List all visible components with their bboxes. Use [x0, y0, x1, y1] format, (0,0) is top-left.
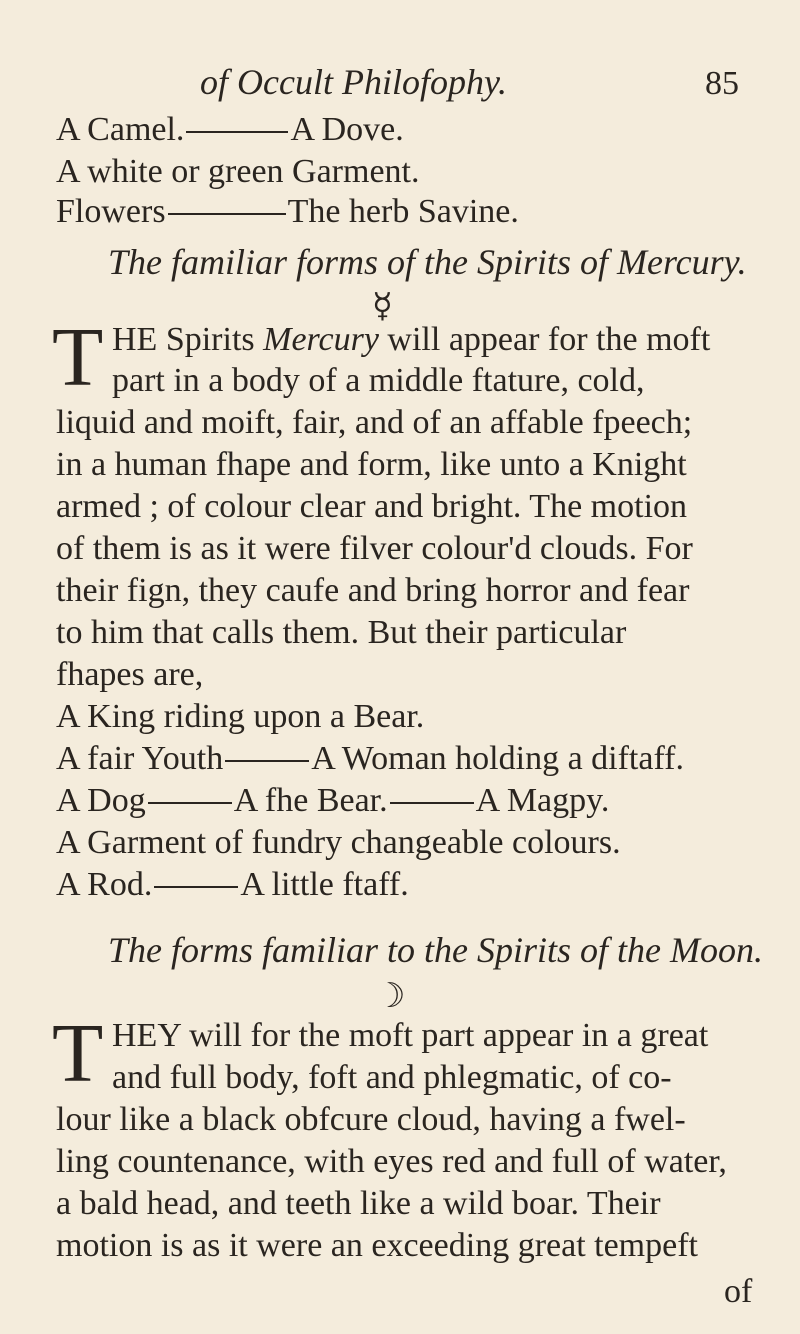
mercury-list-5: [56, 865, 409, 905]
mercury-line-6: of them is as it were filver colour'd clouds. For: [56, 530, 693, 567]
list-item-staff: A little ftaff.: [240, 866, 409, 903]
list-item-woman: A Woman holding a diftaff.: [311, 740, 684, 777]
section-heading-mercury: The familiar forms of the Spirits of Mercury.: [108, 242, 747, 282]
moon-line-5: a bald head, and teeth like a wild boar. Their: [56, 1185, 661, 1222]
list-row-flowers-savine: [56, 192, 519, 232]
list-item-savine: The herb Savine.: [287, 193, 519, 230]
mercury-line-1: [112, 320, 710, 360]
list-item-dove: A Dove.: [290, 111, 404, 148]
moon-line-2: and full body, foft and phlegmatic, of co-: [112, 1059, 672, 1096]
dash-rule: [168, 213, 286, 215]
mercury-line-9: fhapes are,: [56, 656, 204, 693]
page-number: 85: [705, 65, 739, 102]
list-row-camel-dove: [56, 110, 404, 150]
list-item-flowers: Flowers: [56, 193, 166, 230]
list-item-rod: A Rod.: [56, 866, 153, 903]
mercury-list-2: [56, 739, 684, 779]
moon-line-4: ling countenance, with eyes red and full of water,: [56, 1143, 727, 1180]
moon-line-6: motion is as it were an exceeding great tempeft: [56, 1227, 698, 1264]
mercury-line-4: in a human fhape and form, like unto a Knight: [56, 446, 687, 483]
dash-rule: [186, 131, 288, 133]
moon-line-1: HEY will for the moft part appear in a great: [112, 1017, 709, 1054]
catchword: of: [724, 1273, 753, 1310]
mercury-line-3: liquid and moift, fair, and of an affable fpeech;: [56, 404, 693, 441]
mercury-list-1: A King riding upon a Bear.: [56, 698, 425, 735]
list-item-camel: A Camel.: [56, 111, 185, 148]
dash-rule: [148, 802, 232, 804]
list-row-garment: A white or green Garment.: [56, 153, 420, 190]
mercury-line-2: part in a body of a middle ftature, cold,: [112, 362, 645, 399]
section-heading-moon: The forms familiar to the Spirits of the Moon.: [108, 930, 764, 970]
text-run-italic: Mercury: [263, 321, 379, 358]
dash-rule: [390, 802, 474, 804]
mercury-line-7: their fign, they caufe and bring horror and fear: [56, 572, 690, 609]
moon-symbol-icon: ☽: [375, 978, 406, 1015]
mercury-symbol-icon: ☿: [372, 288, 393, 325]
dash-rule: [225, 760, 309, 762]
list-item-magpy: A Magpy.: [475, 782, 610, 819]
mercury-line-5: armed ; of colour clear and bright. The motion: [56, 488, 688, 525]
list-item-she-bear: A fhe Bear.: [233, 782, 388, 819]
text-run: will appear for the moft: [378, 321, 711, 358]
drop-cap-moon: T: [52, 1007, 104, 1100]
running-header-title: of Occult Philofophy.: [200, 62, 507, 102]
mercury-line-8: to him that calls them. But their particular: [56, 614, 627, 651]
text-run: HE Spirits: [112, 321, 264, 358]
drop-cap-mercury: T: [52, 311, 104, 404]
moon-line-3: lour like a black obfcure cloud, having a fwel-: [56, 1101, 686, 1138]
mercury-list-4: A Garment of fundry changeable colours.: [56, 824, 621, 861]
list-item-youth: A fair Youth: [56, 740, 224, 777]
list-item-dog: A Dog: [56, 782, 146, 819]
mercury-list-3: [56, 781, 609, 821]
dash-rule: [154, 886, 238, 888]
